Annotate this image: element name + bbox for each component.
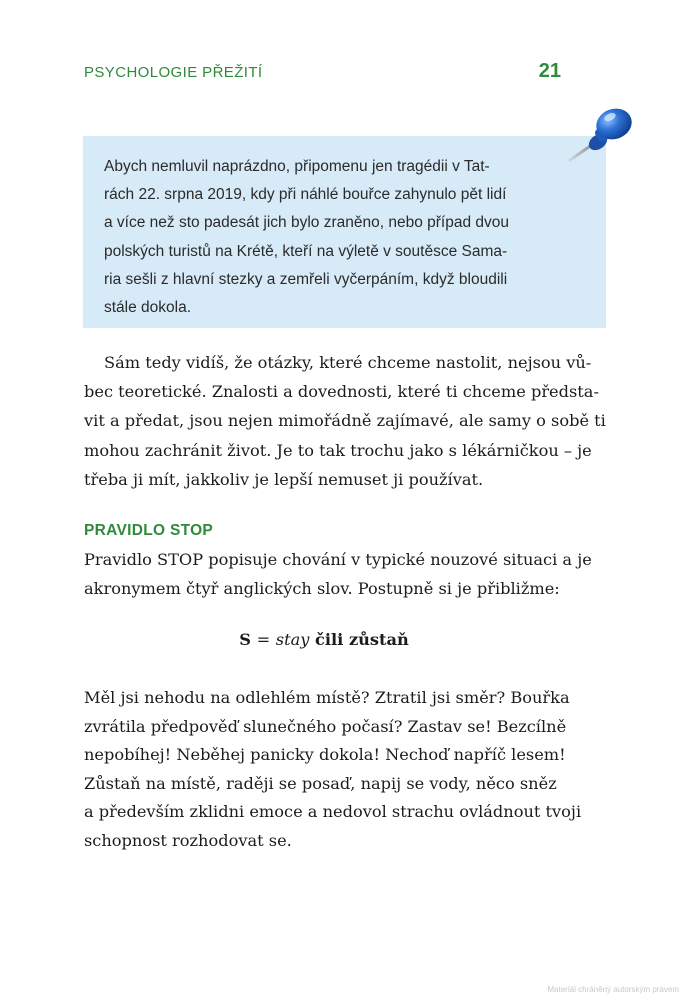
text-line: zvrátila předpověď slunečného počasí? Zastav se! Bezcílně xyxy=(84,716,567,736)
text-line: mohou zachránit život. Je to tak trochu jako s lékárničkou – je xyxy=(84,440,592,460)
note-line: ria sešli z hlavní stezky a zemřeli vyčerpáním, když bloudili xyxy=(104,270,508,288)
text-line: akronymem čtyř anglických slov. Postupně si je přibližme: xyxy=(84,578,560,598)
text-line: nepobíhej! Neběhej panicky dokola! Nechoď napříč lesem! xyxy=(84,745,566,765)
rule-letter: S xyxy=(239,630,251,649)
pushpin-icon xyxy=(566,104,638,170)
text-line: třeba ji mít, jakkoliv je lepší nemuset ji používat. xyxy=(84,469,484,489)
text-line: vit a předat, jsou nejen mimořádně zajímavé, ale samy o sobě ti xyxy=(84,411,606,431)
paragraph-intro xyxy=(84,348,606,494)
rule-equals: = xyxy=(256,630,271,649)
section-heading: PRAVIDLO STOP xyxy=(84,522,214,539)
page-number: 21 xyxy=(538,60,561,82)
text-line: bec teoretické. Znalosti a dovednosti, které ti chceme předsta- xyxy=(84,382,599,402)
page-header-title: PSYCHOLOGIE PŘEŽITÍ xyxy=(84,64,263,81)
note-line: a více než sto padesát jich bylo zraněno, nebo případ dvou xyxy=(104,214,509,232)
note-box xyxy=(83,136,606,328)
copyright-watermark: Materiál chráněný autorským právem xyxy=(547,985,679,994)
paragraph-stop-rule xyxy=(84,546,592,603)
text-line: Pravidlo STOP popisuje chování v typické nouzové situaci a je xyxy=(84,550,592,569)
text-line: Zůstaň na místě, raději se posaď, napij se vody, něco sněz xyxy=(84,773,557,793)
text-line: Měl jsi nehodu na odlehlém místě? Ztratil jsi směr? Bouřka xyxy=(84,688,570,707)
rule-meaning: čili zůstaň xyxy=(315,630,409,649)
paragraph-stay xyxy=(84,684,582,856)
note-line: Abych nemluvil naprázdno, připomenu jen tragédii v Tat- xyxy=(104,158,490,175)
text-line: schopnost rozhodovat se. xyxy=(84,830,292,850)
note-line: rách 22. srpna 2019, kdy při náhlé bouřce zahynulo pět lidí xyxy=(104,186,507,204)
text-line: Sám tedy vidíš, že otázky, které chceme nastolit, nejsou vů- xyxy=(104,353,592,372)
note-line: polských turistů na Krétě, kteří na výletě v soutěsce Sama- xyxy=(104,242,508,260)
rule-definition xyxy=(84,630,564,649)
text-line: a především zklidni emoce a nedovol strachu ovládnout tvoji xyxy=(84,802,582,822)
rule-english-word: stay xyxy=(275,630,310,649)
note-line: stále dokola. xyxy=(104,299,192,317)
